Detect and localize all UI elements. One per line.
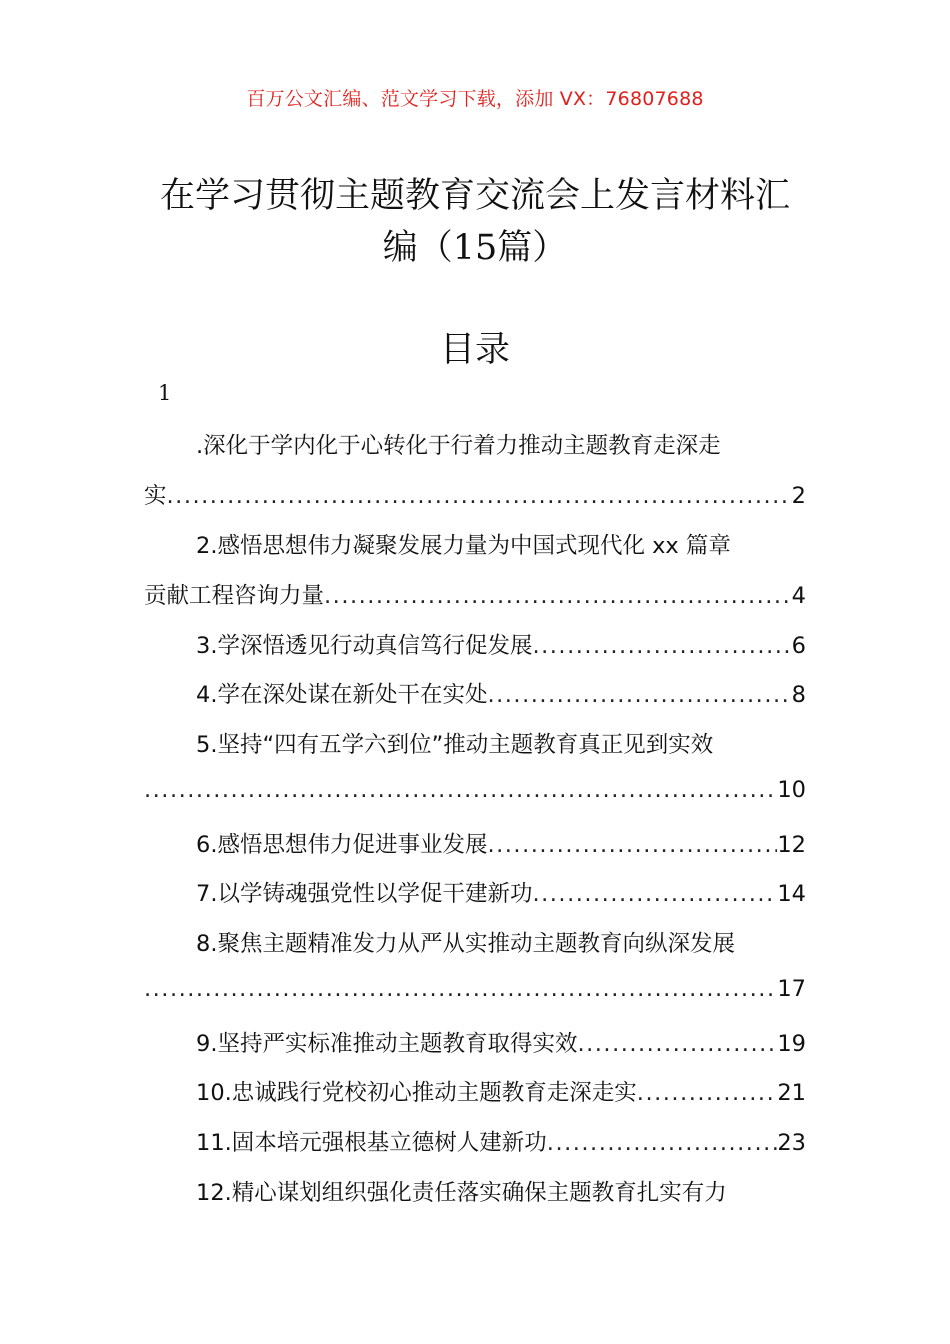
toc-entry-text: 实	[144, 483, 167, 509]
stray-number: 1	[158, 381, 172, 405]
toc-entry-text: 11.固本培元强根基立德树人建新功	[196, 1130, 547, 1156]
toc-entry-2-line-2[interactable]	[144, 578, 806, 612]
toc-entry-1-line-1[interactable]	[144, 428, 806, 462]
dot-leader	[577, 1031, 777, 1057]
dot-leader	[167, 483, 792, 509]
toc-entry-text: 8.聚焦主题精准发力从严从实推动主题教育向纵深发展	[196, 931, 735, 957]
toc-page-number: 8	[791, 682, 806, 708]
toc-page-number: 17	[777, 976, 806, 1002]
toc-entry-10[interactable]	[144, 1075, 806, 1109]
dot-leader	[547, 1130, 778, 1156]
dot-leader	[144, 777, 777, 803]
toc-entry-text: 10.忠诚践行党校初心推动主题教育走深走实	[196, 1080, 637, 1106]
toc-entry-text: 5.坚持“四有五学六到位”推动主题教育真正见到实效	[196, 732, 714, 758]
dot-leader	[637, 1080, 778, 1106]
toc-entry-text: 贡献工程咨询力量	[144, 583, 325, 609]
toc-entry-5-line-1[interactable]	[144, 727, 806, 761]
watermark-banner: 百万公文汇编、范文学习下载，添加 VX：76807688	[246, 88, 704, 110]
toc-page-number: 4	[791, 583, 806, 609]
document-title	[140, 170, 810, 274]
dot-leader	[532, 881, 777, 907]
dot-leader	[144, 976, 777, 1002]
toc-page-number: 21	[777, 1080, 806, 1106]
toc-entry-text: .深化于学内化于心转化于行着力推动主题教育走深走	[196, 433, 721, 459]
toc-entry-8-line-2[interactable]	[144, 976, 806, 1010]
title-line-2	[140, 222, 810, 274]
dot-leader	[532, 633, 791, 659]
toc-entry-9[interactable]	[144, 1026, 806, 1060]
toc-entry-2-line-1[interactable]	[144, 528, 806, 562]
dot-leader	[324, 583, 792, 609]
toc-entry-text: 7.以学铸魂强党性以学促干建新功	[196, 881, 533, 907]
toc-heading: 目录	[439, 330, 510, 370]
title-count: 15	[452, 228, 498, 268]
toc-page-number: 6	[791, 633, 806, 659]
toc-entry-5-line-2[interactable]	[144, 777, 806, 811]
toc-entry-3[interactable]	[144, 628, 806, 662]
toc-entry-text: 9.坚持严实标准推动主题教育取得实效	[196, 1031, 578, 1057]
toc-page-number: 2	[791, 483, 806, 509]
toc-entry-text: 3.学深悟透见行动真信笃行促发展	[196, 633, 533, 659]
dot-leader	[487, 682, 791, 708]
toc-entry-text: 2.感悟思想伟力凝聚发展力量为中国式现代化 xx 篇章	[196, 533, 731, 559]
toc-entry-text: 4.学在深处谋在新处干在实处	[196, 682, 488, 708]
dot-leader	[487, 832, 777, 858]
toc-entry-8-line-1[interactable]	[144, 926, 806, 960]
toc-page-number: 19	[777, 1031, 806, 1057]
toc-page-number: 23	[777, 1130, 806, 1156]
toc-entry-11[interactable]	[144, 1125, 806, 1159]
title-line-2-post: 篇）	[497, 228, 568, 268]
toc-page-number: 10	[777, 777, 806, 803]
toc-entry-text: 12.精心谋划组织强化责任落实确保主题教育扎实有力	[196, 1180, 727, 1206]
toc-page-number: 12	[777, 832, 806, 858]
toc-entry-4[interactable]	[144, 677, 806, 711]
title-line-1: 在学习贯彻主题教育交流会上发言材料汇	[159, 176, 790, 216]
title-line-2-pre: 编（	[382, 228, 453, 268]
toc-entry-text: 6.感悟思想伟力促进事业发展	[196, 832, 488, 858]
toc-page-number: 14	[777, 881, 806, 907]
toc-entry-1-line-2[interactable]	[144, 478, 806, 512]
toc-entry-6[interactable]	[144, 827, 806, 861]
toc-entry-7[interactable]	[144, 876, 806, 910]
toc-entry-12[interactable]	[144, 1175, 806, 1209]
